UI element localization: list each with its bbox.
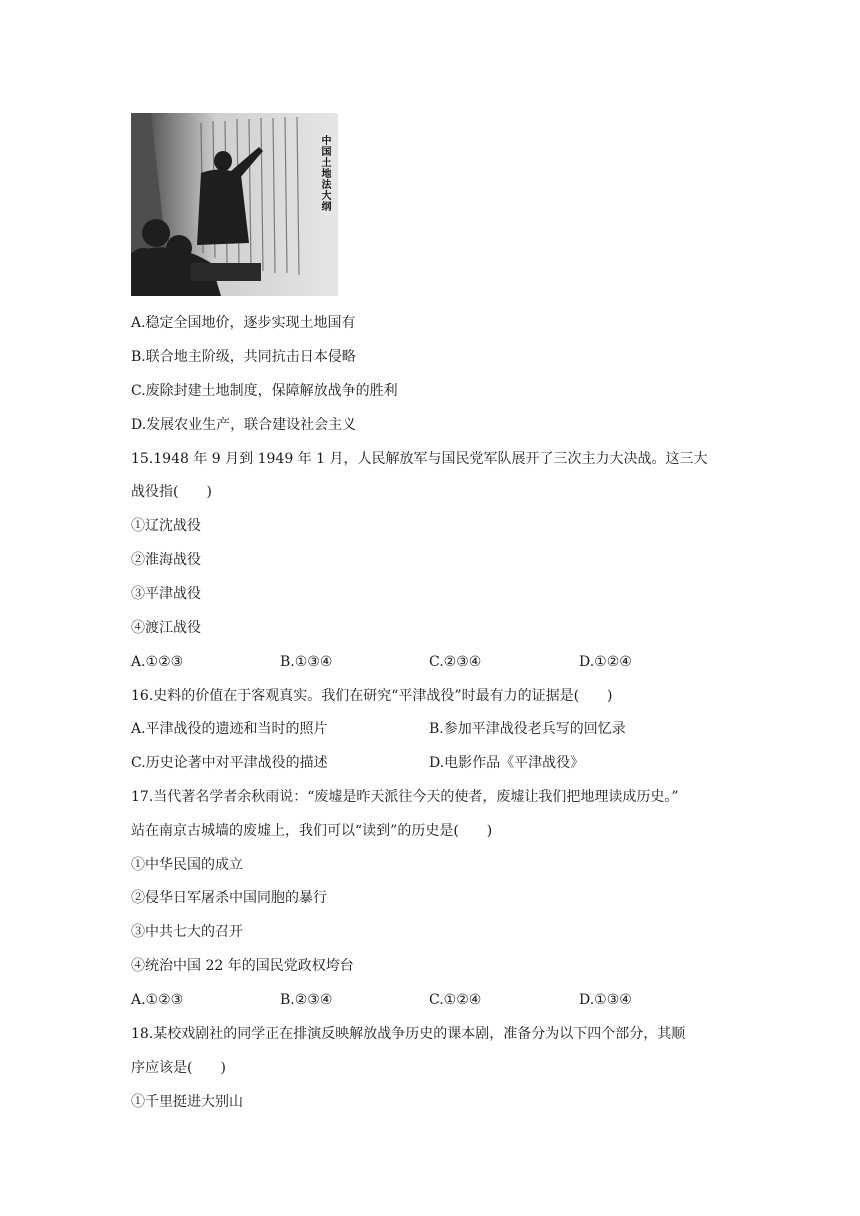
q17-option-a: A.①②③ bbox=[131, 992, 184, 1008]
q15-stem-line1: 15.1948 年 9 月到 1949 年 1 月，人民解放军与国民党军队展开了三次主力大决战。这三大 bbox=[131, 451, 708, 467]
q15-item-1: ①辽沈战役 bbox=[131, 518, 201, 534]
q15-option-b: B.①③④ bbox=[280, 654, 333, 670]
q15-item-2: ②淮海战役 bbox=[131, 552, 201, 568]
q17-item-1: ①中华民国的成立 bbox=[131, 857, 243, 873]
q15-stem-line2: 战役指( ) bbox=[131, 484, 212, 500]
photo-image bbox=[131, 113, 338, 296]
q16-option-c: C.历史论著中对平津战役的描述 bbox=[131, 755, 328, 771]
q18-stem-line2: 序应该是( ) bbox=[131, 1060, 226, 1076]
q15-option-d: D.①②④ bbox=[579, 654, 632, 670]
q15-option-c: C.②③④ bbox=[429, 654, 482, 670]
q14-option-a: A.稳定全国地价，逐步实现土地国有 bbox=[131, 315, 356, 331]
q18-item-1: ①千里挺进大别山 bbox=[131, 1094, 243, 1110]
q15-item-3: ③平津战役 bbox=[131, 586, 201, 602]
q17-option-d: D.①③④ bbox=[579, 992, 632, 1008]
q15-item-4: ④渡江战役 bbox=[131, 620, 201, 636]
q14-option-b: B.联合地主阶级，共同抗击日本侵略 bbox=[131, 349, 356, 365]
q17-item-4: ④统治中国 22 年的国民党政权垮台 bbox=[131, 958, 354, 974]
q16-option-d: D.电影作品《平津战役》 bbox=[429, 755, 585, 771]
q16-option-a: A.平津战役的遗迹和当时的照片 bbox=[131, 721, 328, 737]
photo-caption: 中国土地法大纲 bbox=[319, 135, 330, 212]
q17-option-c: C.①②④ bbox=[429, 992, 482, 1008]
q18-stem-line1: 18.某校戏剧社的同学正在排演反映解放战争历史的课本剧，准备分为以下四个部分，其顺 bbox=[131, 1026, 686, 1042]
q17-option-b: B.②③④ bbox=[280, 992, 333, 1008]
q15-option-a: A.①②③ bbox=[131, 654, 184, 670]
q17-stem-line1: 17.当代著名学者余秋雨说：“废墟是昨天派往今天的使者，废墟让我们把地理读成历史。” bbox=[131, 789, 679, 805]
q16-option-b: B.参加平津战役老兵写的回忆录 bbox=[429, 721, 626, 737]
q17-stem-line2: 站在南京古城墙的废墟上，我们可以“读到”的历史是( ) bbox=[131, 823, 493, 839]
historical-photo bbox=[131, 113, 338, 296]
q14-option-c: C.废除封建土地制度，保障解放战争的胜利 bbox=[131, 383, 398, 399]
q14-option-d: D.发展农业生产，联合建设社会主义 bbox=[131, 417, 357, 433]
q17-item-3: ③中共七大的召开 bbox=[131, 924, 243, 940]
q16-stem: 16.史料的价值在于客观真实。我们在研究“平津战役”时最有力的证据是( ) bbox=[131, 688, 613, 704]
q17-item-2: ②侵华日军屠杀中国同胞的暴行 bbox=[131, 890, 327, 906]
